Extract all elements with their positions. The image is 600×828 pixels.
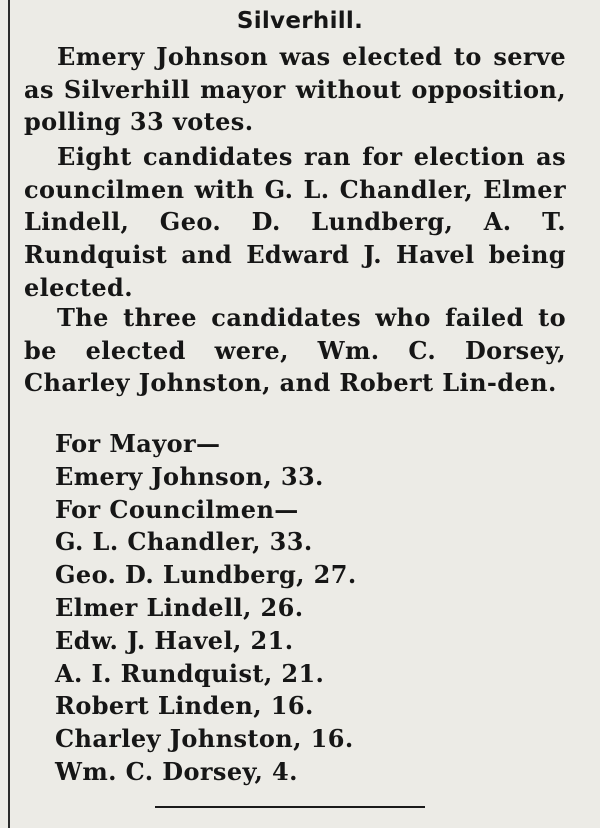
result-line: Elmer Lindell, 26. xyxy=(55,592,304,622)
results-heading-mayor: For Mayor— xyxy=(55,429,221,458)
end-rule xyxy=(155,806,425,808)
vote-results-list xyxy=(55,428,357,789)
paragraph-text: The three candidates who failed to be elected were, Wm. C. Dorsey, Charley Johnston, and Robert Lin-den. xyxy=(24,303,566,398)
result-line: Edw. J. Havel, 21. xyxy=(55,625,294,655)
result-line: Geo. D. Lundberg, 27. xyxy=(55,560,357,590)
result-line: A. I. Rundquist, 21. xyxy=(55,658,325,688)
result-line: Robert Linden, 16. xyxy=(55,691,314,721)
paragraph-mayor-election xyxy=(24,41,566,139)
paragraph-failed-candidates xyxy=(24,302,566,400)
result-line: Emery Johnson, 33. xyxy=(55,461,324,491)
article-heading: Silverhill. xyxy=(236,8,364,34)
paragraph-text: Emery Johnson was elected to serve as Silverhill mayor without opposition, polling 33 votes. xyxy=(24,42,566,137)
result-line: G. L. Chandler, 33. xyxy=(55,527,313,557)
paragraph-council-candidates xyxy=(24,141,566,305)
paragraph-text: Eight candidates ran for election as councilmen with G. L. Chandler, Elmer Lindell, Geo. D. Lundberg, A. T. Rundquist and Edward J. Havel being elected. xyxy=(24,142,566,302)
results-heading-councilmen: For Councilmen— xyxy=(55,494,299,524)
result-line: Wm. C. Dorsey, 4. xyxy=(55,756,298,786)
column-rule xyxy=(8,0,10,828)
result-line: Charley Johnston, 16. xyxy=(55,724,354,754)
